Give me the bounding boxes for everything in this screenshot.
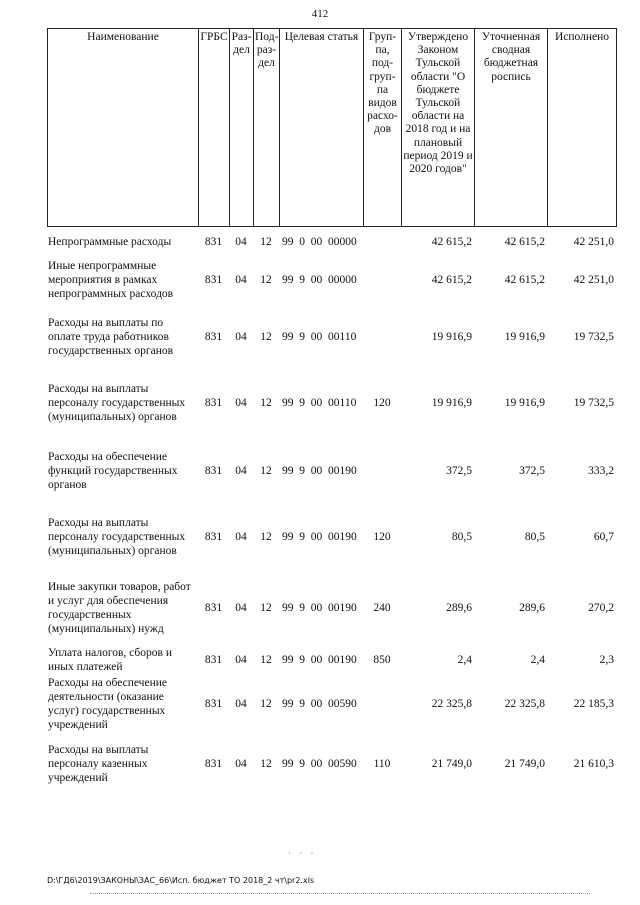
row-group: 120 (373, 397, 391, 409)
row-podrazdel: 12 (260, 758, 272, 770)
header-razdel: Раз- дел (230, 29, 254, 227)
row-name: Расходы на обеспечение деятельности (оказание услуг) государственных учреждений (48, 677, 167, 731)
table-row (47, 570, 616, 646)
header-executed: Исполнено (548, 29, 617, 227)
row-podrazdel: 12 (260, 465, 272, 477)
header-grbs: ГРБС (199, 29, 230, 227)
row-group: 120 (373, 531, 391, 543)
row-name: Расходы на выплаты по оплате труда работников государственных органов (48, 317, 174, 357)
row-executed: 42 251,0 (573, 274, 614, 286)
row-podrazdel: 12 (260, 397, 272, 409)
row-target: 99 9 00 00190 (282, 602, 357, 614)
row-podrazdel: 12 (260, 531, 272, 543)
table-row (47, 646, 616, 674)
row-name: Непрограммные расходы (48, 236, 172, 248)
row-group (363, 230, 401, 254)
row-approved: 289,6 (446, 602, 472, 614)
row-executed: 2,3 (599, 654, 614, 666)
row-executed: 270,2 (588, 602, 614, 614)
row-group (363, 674, 401, 734)
row-group: 240 (373, 602, 391, 614)
row-grbs: 831 (204, 397, 223, 409)
row-razdel: 04 (235, 274, 247, 286)
row-razdel: 04 (235, 602, 247, 614)
row-group (363, 438, 401, 504)
row-podrazdel: 12 (260, 654, 272, 666)
header-name: Наименование (48, 29, 199, 227)
row-grbs: 831 (204, 531, 223, 543)
row-razdel: 04 (235, 531, 247, 543)
row-revised: 21 749,0 (504, 758, 545, 770)
row-podrazdel: 12 (260, 698, 272, 710)
table-row (47, 306, 616, 368)
row-revised: 372,5 (519, 465, 545, 477)
row-approved: 19 916,9 (431, 397, 472, 409)
row-razdel: 04 (235, 758, 247, 770)
row-name: Расходы на выплаты персоналу казенных учреждений (48, 744, 149, 784)
table-row (47, 230, 616, 254)
row-target: 99 9 00 00190 (282, 654, 357, 666)
table-row (47, 368, 616, 438)
row-grbs: 831 (204, 758, 223, 770)
row-razdel: 04 (235, 397, 247, 409)
data-table (47, 230, 616, 794)
row-target: 99 9 00 00110 (282, 331, 357, 343)
row-approved: 19 916,9 (431, 331, 472, 343)
row-podrazdel: 12 (260, 274, 272, 286)
row-razdel: 04 (235, 236, 247, 248)
row-revised: 19 916,9 (504, 397, 545, 409)
file-path: D:\ГД6\2019\ЗАКОНЫ\ЗАС_66\Исп. бюджет ТО 2018_2 чт\pr2.xls (47, 876, 315, 885)
row-executed: 19 732,5 (573, 331, 614, 343)
row-grbs: 831 (204, 654, 223, 666)
row-group (363, 306, 401, 368)
row-executed: 42 251,0 (573, 236, 614, 248)
table-row (47, 438, 616, 504)
row-approved: 372,5 (446, 465, 472, 477)
row-approved: 21 749,0 (431, 758, 472, 770)
row-podrazdel: 12 (260, 602, 272, 614)
row-revised: 289,6 (519, 602, 545, 614)
table-row (47, 734, 616, 794)
row-revised: 42 615,2 (504, 274, 545, 286)
row-target: 99 9 00 00110 (282, 397, 357, 409)
row-grbs: 831 (204, 274, 223, 286)
row-revised: 19 916,9 (504, 331, 545, 343)
row-grbs: 831 (204, 602, 223, 614)
row-executed: 60,7 (593, 531, 614, 543)
row-executed: 19 732,5 (573, 397, 614, 409)
row-razdel: 04 (235, 698, 247, 710)
row-approved: 42 615,2 (431, 274, 472, 286)
table-row (47, 674, 616, 734)
row-name: Иные закупки товаров, работ и услуг для обеспечения государственных (муниципальных) нужд (48, 581, 191, 635)
row-revised: 2,4 (530, 654, 545, 666)
row-grbs: 831 (204, 465, 223, 477)
row-name: Расходы на выплаты персоналу государственных (муниципальных) органов (48, 383, 186, 423)
row-group: 850 (373, 654, 391, 666)
scan-line (90, 893, 590, 894)
row-approved: 80,5 (451, 531, 472, 543)
row-podrazdel: 12 (260, 331, 272, 343)
row-target: 99 9 00 00590 (282, 758, 357, 770)
row-grbs: 831 (204, 698, 223, 710)
row-target: 99 0 00 00000 (282, 236, 357, 248)
scan-mark: · · · (288, 848, 317, 858)
row-group (363, 254, 401, 306)
table-row (47, 504, 616, 570)
page-number: 412 (311, 8, 329, 20)
row-razdel: 04 (235, 465, 247, 477)
row-grbs: 831 (204, 236, 223, 248)
row-podrazdel: 12 (260, 236, 272, 248)
row-revised: 80,5 (524, 531, 545, 543)
header-group: Груп- па, под- груп- па видов расхо- дов (364, 29, 402, 227)
row-revised: 42 615,2 (504, 236, 545, 248)
header-revised: Уточненная сводная бюджетная роспись (475, 29, 548, 227)
row-razdel: 04 (235, 331, 247, 343)
row-target: 99 9 00 00190 (282, 531, 357, 543)
row-razdel: 04 (235, 654, 247, 666)
row-approved: 22 325,8 (431, 698, 472, 710)
row-approved: 42 615,2 (431, 236, 472, 248)
table-row (47, 254, 616, 306)
table-header (47, 28, 617, 227)
row-revised: 22 325,8 (504, 698, 545, 710)
row-name: Уплата налогов, сборов и иных платежей (48, 647, 172, 673)
header-approved: Утверждено Законом Тульской области "О бюджете Тульской области на 2018 год и на плановый период 2019 и 2020 годов" (402, 29, 475, 227)
row-target: 99 9 00 00190 (282, 465, 357, 477)
header-podrazdel: Под- раз- дел (254, 29, 280, 227)
row-executed: 22 185,3 (573, 698, 614, 710)
row-name: Иные непрограммные мероприятия в рамках непрограммных расходов (48, 260, 174, 300)
row-executed: 21 610,3 (573, 758, 614, 770)
header-target: Целевая статья (280, 29, 364, 227)
row-target: 99 9 00 00000 (282, 274, 357, 286)
row-approved: 2,4 (457, 654, 472, 666)
row-executed: 333,2 (588, 465, 614, 477)
row-target: 99 9 00 00590 (282, 698, 357, 710)
row-group: 110 (373, 758, 391, 770)
row-name: Расходы на выплаты персоналу государственных (муниципальных) органов (48, 517, 186, 557)
row-grbs: 831 (204, 331, 223, 343)
row-name: Расходы на обеспечение функций государственных органов (48, 451, 178, 491)
